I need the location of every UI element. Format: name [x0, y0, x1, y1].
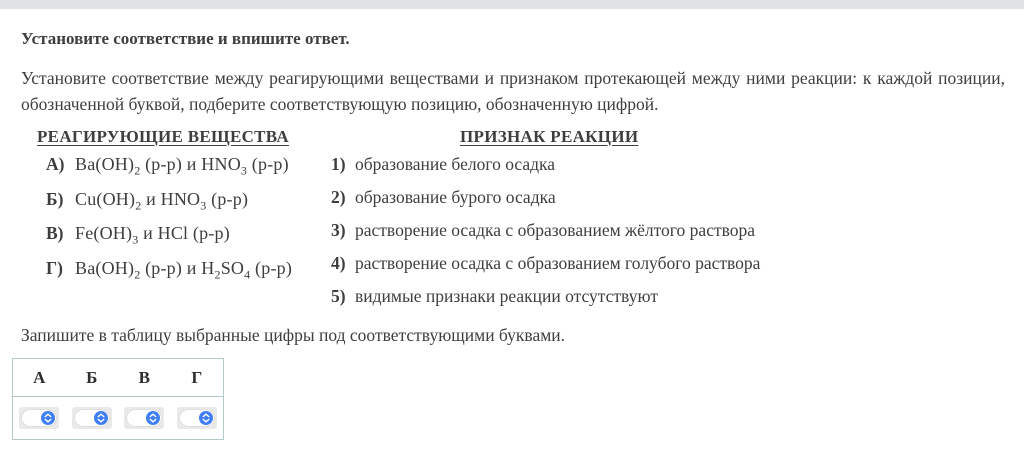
answer-table-input-row: [13, 397, 223, 439]
sign-item-3: [331, 220, 1024, 253]
reactant-item-b: [37, 189, 331, 224]
reactant-formula: $Ba(OH)_2$ (р-р) и $HNO_3$ (р-р): [75, 154, 289, 178]
item-marker: 1): [331, 154, 346, 174]
answer-spinner-a[interactable]: [19, 407, 59, 429]
spinner-stepper-icon[interactable]: [146, 411, 160, 425]
item-marker: Г): [46, 257, 63, 278]
item-marker: 2): [331, 187, 346, 207]
item-marker: 3): [331, 220, 346, 240]
sign-text: образование бурого осадка: [355, 187, 556, 207]
sign-text: растворение осадка с образованием жёлтого раствора: [355, 220, 756, 240]
item-marker: 4): [331, 253, 346, 273]
answer-prompt: Запишите в таблицу выбранные цифры под соответствующими буквами.: [21, 325, 566, 345]
item-marker: А): [46, 154, 65, 174]
spinner-stepper-icon[interactable]: [94, 411, 108, 425]
sign-item-1: [331, 154, 1024, 187]
answer-spinner-v[interactable]: [124, 407, 164, 429]
reactant-item-v: [37, 223, 331, 258]
sign-text: образование белого осадка: [355, 154, 556, 174]
reactants-list: [37, 154, 331, 292]
signs-column-header: ПРИЗНАК РЕАКЦИИ: [460, 127, 639, 146]
reactant-formula: $Ba(OH)_2$ (р-р) и $H_2SO_4$ (р-р): [75, 257, 293, 282]
question-instruction: Установите соответствие между реагирующими веществами и признаком протекающей между ними реакции: к каждой позиции, обозначенной буквой, подберите соответствующую позицию, обозначенную цифрой.: [21, 68, 1005, 114]
signs-list: [331, 154, 1024, 319]
reactants-column: [37, 127, 331, 319]
matching-section: [37, 127, 1024, 319]
sign-text: видимые признаки реакции отсутствуют: [355, 286, 658, 306]
answer-spinner-g[interactable]: [177, 407, 217, 429]
top-bar: [0, 0, 1024, 9]
reactant-formula: $Fe(OH)_3$ и HCl (р-р): [75, 223, 230, 247]
answer-table: [12, 358, 224, 440]
spinner-stepper-icon[interactable]: [41, 411, 55, 425]
answer-spinner-b[interactable]: [72, 407, 112, 429]
reactant-item-a: [37, 154, 331, 189]
reactant-formula: $Cu(OH)_2$ и $HNO_3$ (р-р): [75, 188, 249, 213]
sign-item-4: [331, 253, 1024, 286]
sign-item-2: [331, 187, 1024, 220]
answer-header-g: Г: [191, 367, 203, 387]
answer-header-b: Б: [86, 367, 98, 387]
answer-header-v: В: [138, 367, 150, 387]
item-marker: 5): [331, 286, 346, 306]
reactant-item-g: [37, 258, 331, 293]
sign-text: растворение осадка с образованием голубого раствора: [355, 253, 761, 273]
answer-table-header-row: [13, 359, 223, 397]
reactants-column-header: РЕАГИРУЮЩИЕ ВЕЩЕСТВА: [37, 127, 289, 146]
question-title: Установите соответствие и впишите ответ.: [21, 29, 350, 48]
answer-header-a: А: [33, 367, 46, 387]
spinner-stepper-icon[interactable]: [199, 411, 213, 425]
sign-item-5: [331, 286, 1024, 319]
item-marker: Б): [46, 188, 64, 209]
signs-column: [331, 127, 1024, 319]
item-marker: В): [46, 223, 64, 243]
